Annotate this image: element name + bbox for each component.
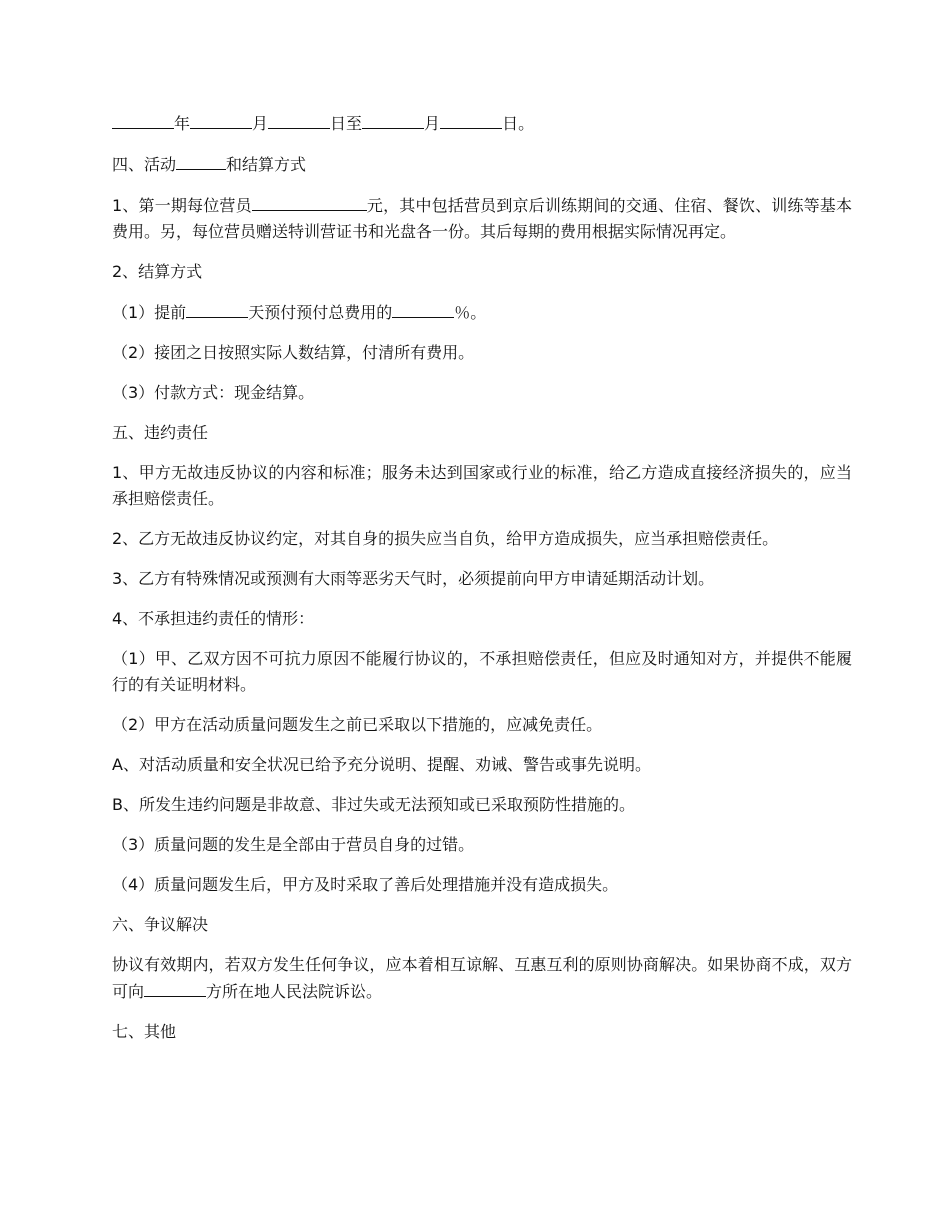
section5-exemption-1: （1）甲、乙双方因不可抗力原因不能履行协议的，不承担赔偿责任，但应及时通知对方，并提供不能履行的有关证明材料。 <box>112 649 852 694</box>
day-blank <box>268 110 330 129</box>
document-page <box>112 110 852 1059</box>
section4-payment-method: （3）付款方式：现金结算。 <box>112 383 315 402</box>
section4-heading: 四、活动 和结算方式 <box>112 151 852 178</box>
month-blank <box>190 110 252 129</box>
section5-clause-2: 2、乙方无故违反协议约定，对其自身的损失应当自负，给甲方造成损失，应当承担赔偿责任。 <box>112 529 779 548</box>
end-day-blank <box>440 110 502 129</box>
end-month-blank <box>362 110 424 129</box>
section5-clause-1: 1、甲方无故违反协议的内容和标准；服务未达到国家或行业的标准，给乙方造成直接经济损失的，应当承担赔偿责任。 <box>112 463 852 508</box>
section5-heading: 五、违约责任 <box>112 423 209 442</box>
year-blank <box>112 110 174 129</box>
activity-blank <box>176 151 226 170</box>
section5-clause-3: 3、乙方有特殊情况或预测有大雨等恶劣天气时，必须提前向甲方申请延期活动计划。 <box>112 569 715 588</box>
section5-exemption-2: （2）甲方在活动质量问题发生之前已采取以下措施的，应减免责任。 <box>112 715 603 734</box>
section5-exemption-3: （3）质量问题的发生是全部由于营员自身的过错。 <box>112 835 475 854</box>
fee-blank <box>252 192 367 211</box>
section4-fee-paragraph: 1、第一期每位营员 元，其中包括营员到京后训练期间的交通、住宿、餐饮、训练等基本费用。另，每位营员赠送特训营证书和光盘各一份。其后每期的费用根据实际情况再定。 <box>112 192 852 245</box>
section4-settlement-title: 2、结算方式 <box>112 262 203 281</box>
section5-exemption-4: （4）质量问题发生后，甲方及时采取了善后处理措施并没有造成损失。 <box>112 875 619 894</box>
section5-measure-a: A、对活动质量和安全状况已给予充分说明、提醒、劝诫、警告或事先说明。 <box>112 755 651 774</box>
days-blank <box>186 299 248 318</box>
section5-clause-4: 4、不承担违约责任的情形： <box>112 609 315 628</box>
section7-heading: 七、其他 <box>112 1022 177 1041</box>
section5-measure-b: B、所发生违约问题是非故意、非过失或无法预知或已采取预防性措施的。 <box>112 795 635 814</box>
section4-settle-on-arrival: （2）接团之日按照实际人数结算，付清所有费用。 <box>112 343 475 362</box>
court-party-blank <box>144 978 206 997</box>
section4-prepay: （1）提前 天预付预付总费用的 ％。 <box>112 299 852 326</box>
date-line: 年 月 日至 月 日。 <box>112 110 852 137</box>
section6-heading: 六、争议解决 <box>112 915 209 934</box>
section6-dispute-paragraph: 协议有效期内，若双方发生任何争议，应本着相互谅解、互惠互利的原则协商解决。如果协商不成，双方可向 方所在地人民法院诉讼。 <box>112 955 852 1001</box>
percent-blank <box>392 299 454 318</box>
